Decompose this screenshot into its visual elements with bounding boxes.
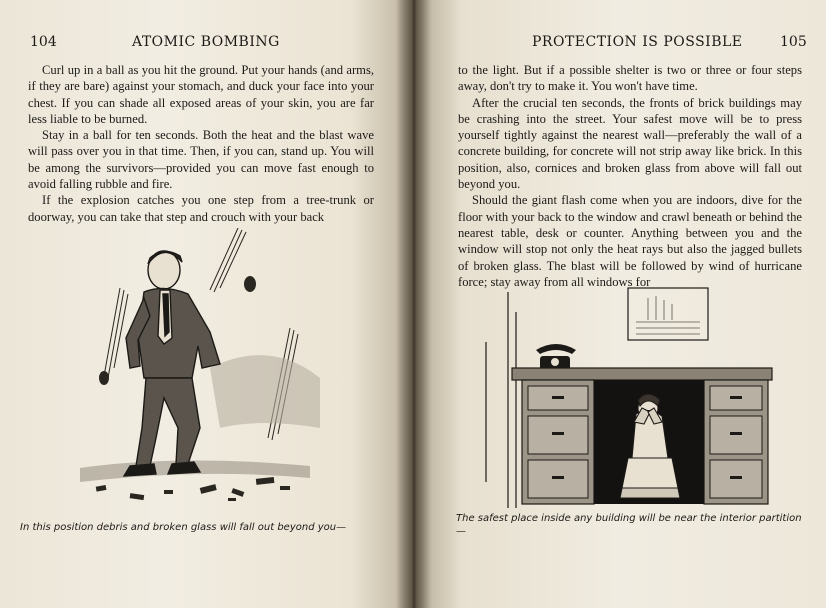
man-debris-illustration [60,228,380,518]
right-page [412,0,826,608]
desk-shelter-illustration [472,282,802,508]
right-paragraph-2: Should the giant flash come when you are indoors, dive for the floor with your back to the window and crawl beneath or behind the nearest table, desk or counter. Anything between you and the window will stop not only the heat rays but also the jagged bullets of broken glass. The blast will be followed by wind of hurricane force; stay away from all windows for [458,193,802,289]
left-paragraph-1: Curl up in a ball as you hit the ground. Put your hands (and arms, if they are bare) against your stomach, and duck your face into your chest. If you can shade all exposed areas of your skin, you are far less liable to be burned. [28,63,374,126]
left-paragraph-3: If the explosion catches you one step from a tree-trunk or doorway, you can take that step and crouch with your back [28,193,374,224]
left-paragraph-2: Stay in a ball for ten seconds. Both the heat and the blast wave will pass over you in that time. Then, if you can, stand up. You will be among the survivors—provided you can move fast enough to avoid falling rubble and fire. [28,128,374,192]
left-page [0,0,412,608]
left-running-head: ATOMIC BOMBING [132,34,280,50]
right-page-number: 105 [780,34,807,50]
right-paragraph-1: After the crucial ten seconds, the fronts of brick buildings may be crashing into the street. Your safest move will be to press yourself tightly against the nearest wall—preferably the wall of a concrete building, for concrete will not strip away like brick. In this position, also, cornices and broken glass from above will fall out beyond you. [458,95,802,192]
right-first-line: to the light. But if a possible shelter is two or three or four steps away, don't try to make it. You won't have time. [458,63,802,94]
left-caption: In this position debris and broken glass will fall out beyond you— [20,522,347,533]
right-body-text [458,62,802,290]
left-page-number: 104 [30,34,57,50]
left-body-text [28,62,374,225]
right-running-head: PROTECTION IS POSSIBLE [532,34,743,50]
right-caption: The safest place inside any building will be near the interior partition— [456,513,802,537]
